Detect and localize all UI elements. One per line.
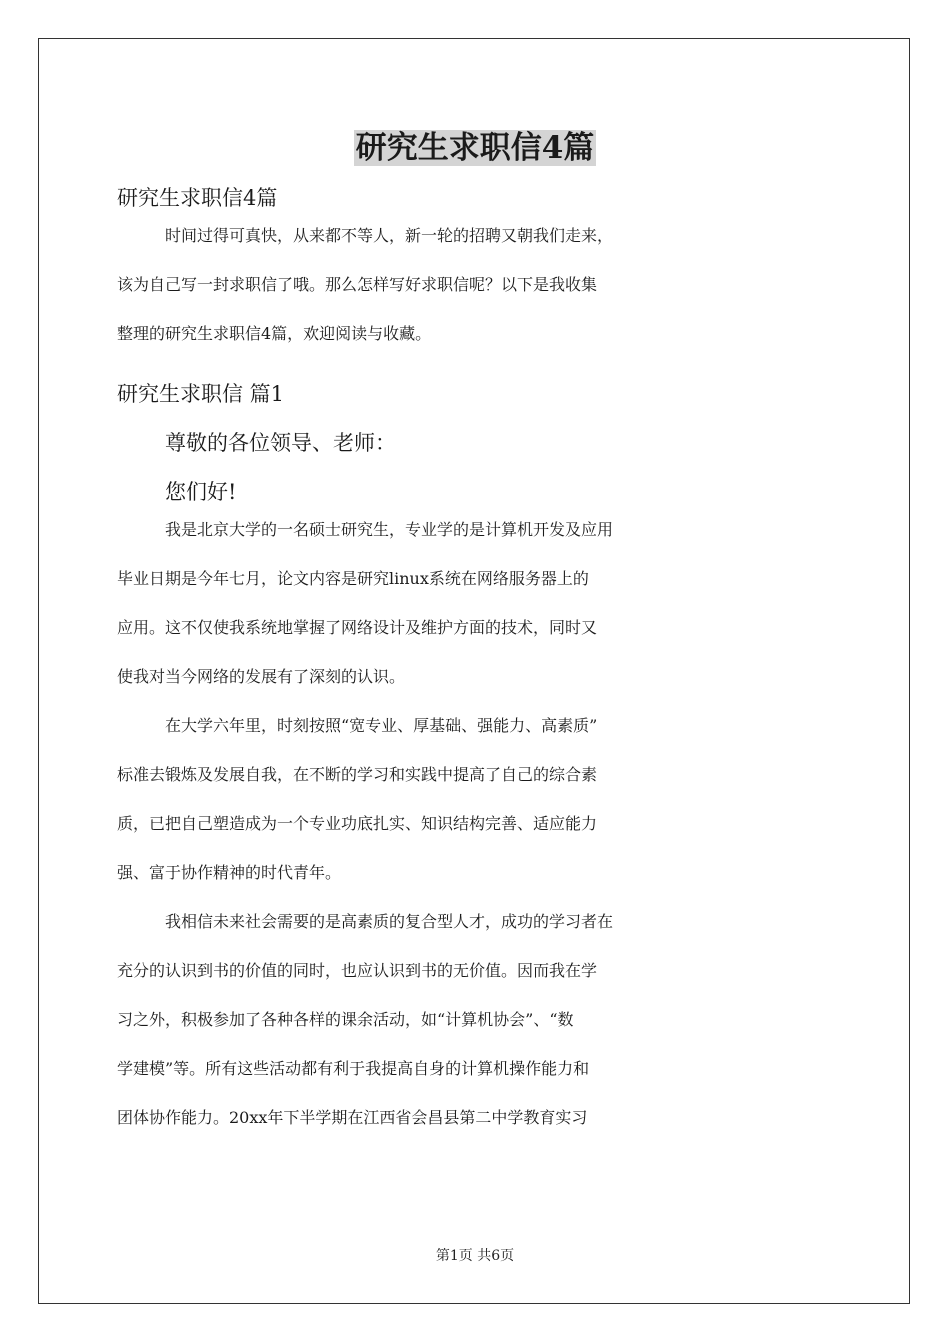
paragraph-line: 应用。这不仅使我系统地掌握了网络设计及维护方面的技术，同时又 <box>117 618 598 637</box>
paragraph-line: 我相信未来社会需要的是高素质的复合型人才，成功的学习者在 <box>165 912 614 931</box>
document-title <box>0 126 950 170</box>
page-number: 第1页 共6页 <box>435 1248 515 1264</box>
paragraph-line: 团体协作能力。20xx年下半学期在江西省会昌县第二中学教育实习 <box>117 1108 588 1127</box>
salutation: 尊敬的各位领导、老师： <box>165 431 396 455</box>
intro-line: 时间过得可真快，从来都不等人，新一轮的招聘又朝我们走来， <box>165 226 614 245</box>
intro-paragraph <box>117 223 833 370</box>
intro-line: 该为自己写一封求职信了哦。那么怎样写好求职信呢？以下是我收集 <box>117 275 598 294</box>
paragraph-line: 使我对当今网络的发展有了深刻的认识。 <box>117 667 406 686</box>
paragraph-line: 充分的认识到书的价值的同时，也应认识到书的无价值。因而我在学 <box>117 961 598 980</box>
paragraph-line: 在大学六年里，时刻按照“宽专业、厚基础、强能力、高素质” <box>165 716 598 735</box>
paragraph-line: 标准去锻炼及发展自我，在不断的学习和实践中提高了自己的综合素 <box>117 765 598 784</box>
paragraph-line: 毕业日期是今年七月，论文内容是研究linux系统在网络服务器上的 <box>117 569 589 588</box>
paragraph-line: 我是北京大学的一名硕士研究生，专业学的是计算机开发及应用 <box>165 520 614 539</box>
document-body <box>117 174 833 1154</box>
paragraph-line: 学建模”等。所有这些活动都有利于我提高自身的计算机操作能力和 <box>117 1059 590 1078</box>
body-paragraph-1 <box>117 517 833 713</box>
greeting: 您们好! <box>165 480 237 504</box>
body-paragraph-3 <box>117 909 833 1154</box>
section-heading: 研究生求职信 篇1 <box>117 382 285 406</box>
intro-line: 整理的研究生求职信4篇，欢迎阅读与收藏。 <box>117 324 432 343</box>
document-subtitle: 研究生求职信4篇 <box>117 186 278 210</box>
paragraph-line: 质，已把自己塑造成为一个专业功底扎实、知识结构完善、适应能力 <box>117 814 598 833</box>
body-paragraph-2 <box>117 713 833 909</box>
page-footer <box>0 1245 950 1265</box>
paragraph-line: 习之外，积极参加了各种各样的课余活动，如“计算机协会”、“数 <box>117 1010 574 1029</box>
paragraph-line: 强、富于协作精神的时代青年。 <box>117 863 342 882</box>
document-title-text: 研究生求职信4篇 <box>355 130 595 166</box>
